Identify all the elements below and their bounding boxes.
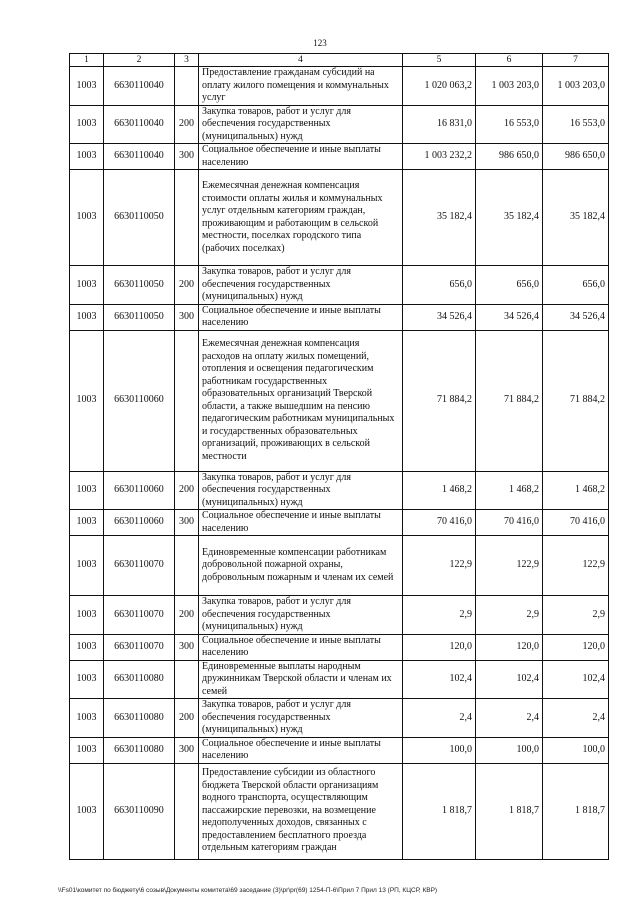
- amount-col-5: 2,9: [403, 596, 476, 635]
- expense-name: Закупка товаров, работ и услуг для обеспечения государственных (муниципальных) нужд: [199, 105, 403, 144]
- expense-name: Ежемесячная денежная компенсация стоимости оплаты жилья и коммунальных услуг отдельным категориям граждан, проживающим и работающим в сельской местности, поселках городского типа (рабочих поселках): [199, 170, 403, 266]
- target-item-code: 6630110080: [104, 660, 175, 699]
- table-row: [70, 105, 609, 144]
- target-item-code: 6630110040: [104, 105, 175, 144]
- expense-name: Социальное обеспечение и иные выплаты населению: [199, 510, 403, 536]
- table-row: [70, 763, 609, 859]
- target-item-code: 6630110070: [104, 596, 175, 635]
- amount-col-5: 35 182,4: [403, 170, 476, 266]
- amount-col-7: 2,9: [543, 596, 609, 635]
- amount-col-7: 986 650,0: [543, 144, 609, 170]
- budget-section-code: 1003: [70, 510, 104, 536]
- amount-col-5: 16 831,0: [403, 105, 476, 144]
- amount-col-5: 2,4: [403, 699, 476, 738]
- amount-col-7: 35 182,4: [543, 170, 609, 266]
- expense-name: Социальное обеспечение и иные выплаты населению: [199, 144, 403, 170]
- target-item-code: 6630110060: [104, 471, 175, 510]
- amount-col-6: 1 818,7: [476, 763, 543, 859]
- target-item-code: 6630110060: [104, 510, 175, 536]
- amount-col-7: 34 526,4: [543, 304, 609, 330]
- amount-col-6: 986 650,0: [476, 144, 543, 170]
- column-number-row: [70, 54, 609, 67]
- amount-col-6: 100,0: [476, 737, 543, 763]
- table-row: [70, 536, 609, 596]
- table-row: [70, 170, 609, 266]
- target-item-code: 6630110060: [104, 330, 175, 471]
- column-header: 5: [403, 54, 476, 67]
- amount-col-6: 122,9: [476, 536, 543, 596]
- amount-col-6: 70 416,0: [476, 510, 543, 536]
- column-header: 7: [543, 54, 609, 67]
- amount-col-6: 2,4: [476, 699, 543, 738]
- target-item-code: 6630110090: [104, 763, 175, 859]
- expense-name: Социальное обеспечение и иные выплаты населению: [199, 304, 403, 330]
- table-row: [70, 510, 609, 536]
- target-item-code: 6630110050: [104, 170, 175, 266]
- amount-col-6: 120,0: [476, 634, 543, 660]
- amount-col-5: 1 003 232,2: [403, 144, 476, 170]
- amount-col-5: 1 020 063,2: [403, 67, 476, 106]
- target-item-code: 6630110040: [104, 67, 175, 106]
- budget-section-code: 1003: [70, 144, 104, 170]
- target-item-code: 6630110080: [104, 699, 175, 738]
- expense-type-code: [175, 170, 199, 266]
- target-item-code: 6630110050: [104, 304, 175, 330]
- table-row: [70, 266, 609, 305]
- amount-col-7: 16 553,0: [543, 105, 609, 144]
- expense-type-code: 200: [175, 596, 199, 635]
- budget-section-code: 1003: [70, 737, 104, 763]
- amount-col-7: 71 884,2: [543, 330, 609, 471]
- amount-col-7: 2,4: [543, 699, 609, 738]
- table-row: [70, 596, 609, 635]
- target-item-code: 6630110040: [104, 144, 175, 170]
- table-row: [70, 699, 609, 738]
- amount-col-7: 1 818,7: [543, 763, 609, 859]
- expense-name: Социальное обеспечение и иные выплаты населению: [199, 737, 403, 763]
- budget-section-code: 1003: [70, 634, 104, 660]
- amount-col-5: 34 526,4: [403, 304, 476, 330]
- amount-col-5: 102,4: [403, 660, 476, 699]
- budget-section-code: 1003: [70, 266, 104, 305]
- budget-section-code: 1003: [70, 536, 104, 596]
- table-row: [70, 737, 609, 763]
- amount-col-7: 120,0: [543, 634, 609, 660]
- amount-col-7: 656,0: [543, 266, 609, 305]
- amount-col-7: 1 003 203,0: [543, 67, 609, 106]
- amount-col-6: 102,4: [476, 660, 543, 699]
- amount-col-6: 1 003 203,0: [476, 67, 543, 106]
- expense-name: Закупка товаров, работ и услуг для обеспечения государственных (муниципальных) нужд: [199, 596, 403, 635]
- budget-section-code: 1003: [70, 105, 104, 144]
- table-row: [70, 660, 609, 699]
- expense-type-code: [175, 660, 199, 699]
- column-header: 4: [199, 54, 403, 67]
- table-row: [70, 144, 609, 170]
- column-header: 1: [70, 54, 104, 67]
- amount-col-5: 1 818,7: [403, 763, 476, 859]
- amount-col-6: 1 468,2: [476, 471, 543, 510]
- amount-col-5: 656,0: [403, 266, 476, 305]
- budget-section-code: 1003: [70, 330, 104, 471]
- expense-type-code: 300: [175, 510, 199, 536]
- table-body: [70, 67, 609, 860]
- amount-col-5: 120,0: [403, 634, 476, 660]
- expense-type-code: [175, 536, 199, 596]
- footer-file-path: \\Fs01\комитет по бюджету\6 созыв\Документы комитета\69 заседание (3)\pr\pr(69) 1254-П-6\Прил 7 Прил 13 (РП, КЦСР, КВР): [58, 887, 438, 894]
- expense-type-code: [175, 763, 199, 859]
- table-row: [70, 330, 609, 471]
- expense-name: Ежемесячная денежная компенсация расходов на оплату жилых помещений, отопления и освещения педагогическим работникам государственных образовательных организаций Тверской области, а также вышедшим на пенсию педагогическим работникам муниципальных и государственных образовательных организаций, проживающих в сельской местности: [199, 330, 403, 471]
- amount-col-6: 2,9: [476, 596, 543, 635]
- budget-section-code: 1003: [70, 763, 104, 859]
- expense-name: Закупка товаров, работ и услуг для обеспечения государственных (муниципальных) нужд: [199, 266, 403, 305]
- budget-section-code: 1003: [70, 170, 104, 266]
- amount-col-6: 16 553,0: [476, 105, 543, 144]
- expense-type-code: 300: [175, 144, 199, 170]
- expense-type-code: 300: [175, 737, 199, 763]
- expense-name: Предоставление гражданам субсидий на оплату жилого помещения и коммунальных услуг: [199, 67, 403, 106]
- table-row: [70, 67, 609, 106]
- expense-type-code: 300: [175, 634, 199, 660]
- target-item-code: 6630110080: [104, 737, 175, 763]
- expense-type-code: 200: [175, 471, 199, 510]
- budget-section-code: 1003: [70, 596, 104, 635]
- budget-section-code: 1003: [70, 304, 104, 330]
- column-header: 3: [175, 54, 199, 67]
- amount-col-6: 656,0: [476, 266, 543, 305]
- budget-section-code: 1003: [70, 471, 104, 510]
- expense-type-code: 200: [175, 266, 199, 305]
- expense-name: Закупка товаров, работ и услуг для обеспечения государственных (муниципальных) нужд: [199, 471, 403, 510]
- expense-type-code: [175, 67, 199, 106]
- budget-section-code: 1003: [70, 67, 104, 106]
- amount-col-5: 1 468,2: [403, 471, 476, 510]
- amount-col-6: 71 884,2: [476, 330, 543, 471]
- table-row: [70, 471, 609, 510]
- amount-col-7: 100,0: [543, 737, 609, 763]
- target-item-code: 6630110070: [104, 634, 175, 660]
- amount-col-5: 122,9: [403, 536, 476, 596]
- page-number: 123: [313, 38, 327, 48]
- target-item-code: 6630110050: [104, 266, 175, 305]
- budget-table: [69, 53, 609, 860]
- expense-type-code: 300: [175, 304, 199, 330]
- amount-col-7: 1 468,2: [543, 471, 609, 510]
- amount-col-7: 102,4: [543, 660, 609, 699]
- column-header: 2: [104, 54, 175, 67]
- expense-name: Единовременные выплаты народным дружинникам Тверской области и членам их семей: [199, 660, 403, 699]
- budget-section-code: 1003: [70, 660, 104, 699]
- expense-name: Социальное обеспечение и иные выплаты населению: [199, 634, 403, 660]
- amount-col-5: 71 884,2: [403, 330, 476, 471]
- expense-type-code: [175, 330, 199, 471]
- amount-col-5: 100,0: [403, 737, 476, 763]
- expense-name: Единовременные компенсации работникам добровольной пожарной охраны, добровольным пожарным и членам их семей: [199, 536, 403, 596]
- amount-col-6: 35 182,4: [476, 170, 543, 266]
- expense-name: Закупка товаров, работ и услуг для обеспечения государственных (муниципальных) нужд: [199, 699, 403, 738]
- expense-name: Предоставление субсидии из областного бюджета Тверской области организациям водного транспорта, осуществляющим пассажирские перевозки, на возмещение недополученных доходов, связанных с предоставлением бесплатного проезда отдельным категориям граждан: [199, 763, 403, 859]
- budget-section-code: 1003: [70, 699, 104, 738]
- expense-type-code: 200: [175, 699, 199, 738]
- table-row: [70, 634, 609, 660]
- amount-col-5: 70 416,0: [403, 510, 476, 536]
- expense-type-code: 200: [175, 105, 199, 144]
- table-row: [70, 304, 609, 330]
- column-header: 6: [476, 54, 543, 67]
- target-item-code: 6630110070: [104, 536, 175, 596]
- amount-col-7: 70 416,0: [543, 510, 609, 536]
- amount-col-7: 122,9: [543, 536, 609, 596]
- amount-col-6: 34 526,4: [476, 304, 543, 330]
